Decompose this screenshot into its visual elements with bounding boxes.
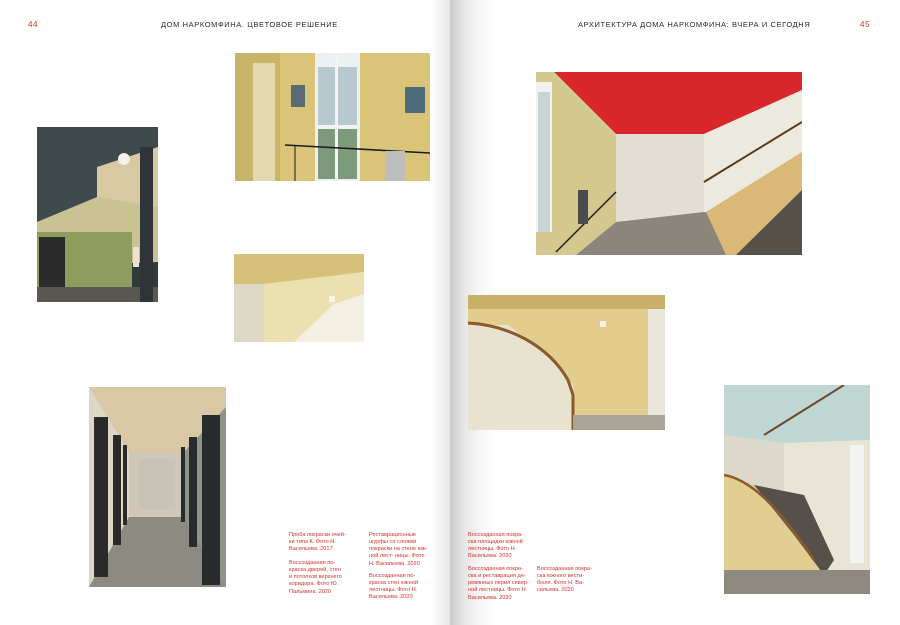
photo-cell-k-interior xyxy=(37,127,158,302)
left-page-number: 44 xyxy=(28,20,38,29)
caption-south-vestibule: Воссозданная покра- ска южного вести- бюля. Фото Н. Ва- сильева. 2020 xyxy=(537,566,592,594)
caption-north-stair-railing: Воссозданная покра- ска и реставрация де- ревянных перил север- ной лестницы. Фото Н. Васильева. 2020 xyxy=(468,566,529,601)
left-running-head: ДОМ НАРКОМФИНА. ЦВЕТОВОЕ РЕШЕНИЕ xyxy=(161,20,338,29)
caption-restoration-probes: Реставрационные шурфы со слоями покраски на стене юж- ной лест- ницы. Фото Н. Васильева. 2020 xyxy=(369,532,428,567)
photo-south-stair-landing xyxy=(536,72,802,255)
right-page xyxy=(450,0,900,625)
caption-south-stair-landing: Воссозданная покра- ска площадки южной лестницы. Фото Н. Васильева. 2020 xyxy=(468,532,523,560)
caption-upper-corridor: Воссозданная по- краска дверей, стен и потолков верхнего коридора. Фото Ю. Пальмина. 2020 xyxy=(289,560,342,595)
caption-south-stair-walls: Воссозданная по- краска стен южной лестницы. Фото Н. Васильева. 2020 xyxy=(369,573,418,601)
photo-stair-window xyxy=(235,53,430,181)
photo-upper-corridor xyxy=(89,387,226,587)
photo-south-vestibule xyxy=(724,385,870,594)
photo-stair-wall-corner xyxy=(234,254,364,342)
right-running-head: АРХИТЕКТУРА ДОМА НАРКОМФИНА: ВЧЕРА И СЕГОДНЯ xyxy=(578,20,811,29)
right-page-number: 45 xyxy=(860,20,870,29)
photo-north-stair-railing xyxy=(468,295,665,430)
book-gutter-shadow xyxy=(432,0,450,625)
caption-cell-k-test: Проба покраски ячей- ки типа К. Фото Н. Васильева. 2017 xyxy=(289,532,346,553)
